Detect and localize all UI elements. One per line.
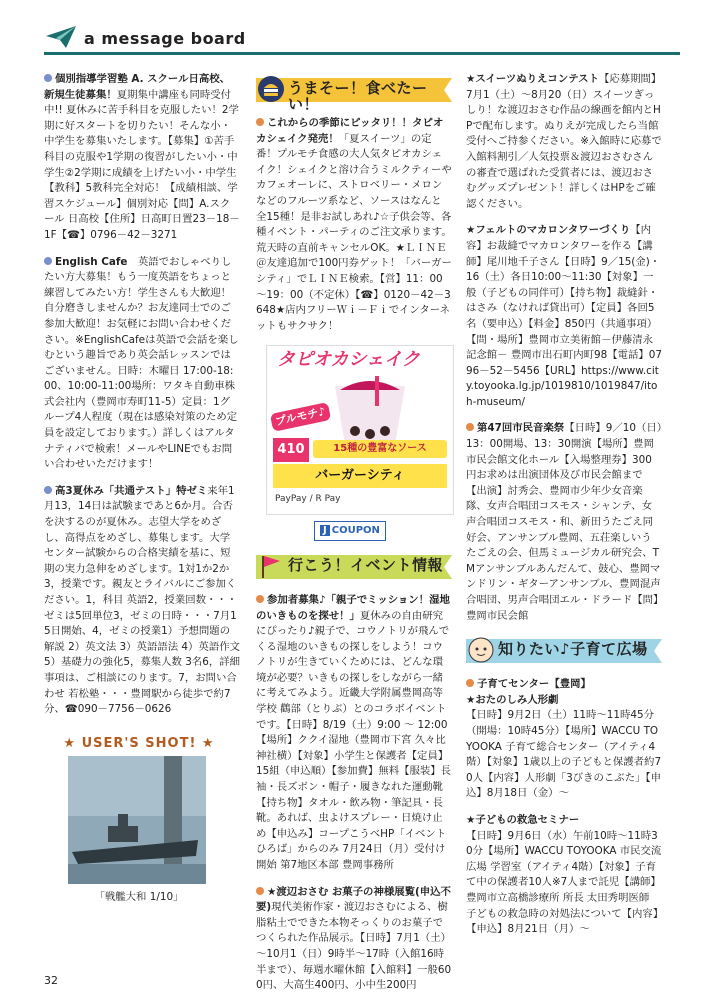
notice-body: 来年1月13，14日は試験まであと6か月。合否を決するのが夏休み。志望大学をめざし、高得点をめざし、募集します。大学センター試験からの合格実績を基に、短期の実力急伸をめざします。1対1か2か3，授業です。親友とライバルにご参加ください。1，科目 英語2，授業回数・・・ゼミは5回単位3，ゼミの日時・・・7月15日開始、4，ゼミの授業1）予想問題の解説 2）英文法 3）英語語法 4）英語作文5）基礎力の強化5，募集人数 3名6，詳細事項は、ご相談にのります。7，お問い合わせ 若松塾・・・豊岡駅から徒歩で約7分、☎090－7756－0626 — [44, 484, 240, 716]
notice-body: 【内容】お裁縫でマカロンタワーを作る【講師】尾川地千子さん【日時】9／15(金)・16（土）各日10:00～11:30【対象】一般（子どもの同伴可）【持ち物】裁縫針・はさみ（なければ貸出可）【定員】各回5名（要申込）【料金】850円（共通事項）【問・場所】豊岡市立美術館－伊藤清永記念館－ 豊岡市出石町内町98【電話】0796－52－5456【URL】https://www.city.toyooka.lg.jp/1019810/1019847/itoh-museum/ — [466, 224, 662, 408]
ad-sauce-label: 15種の豊富なソース — [313, 440, 447, 458]
notice-head: 個別指導学習塾 A. スクール日高校、新規生徒募集！ — [44, 73, 231, 101]
notice-item — [44, 484, 240, 718]
food-banner-label: うまそー！食べたーい！ — [288, 79, 428, 113]
board-title: a message board — [84, 29, 246, 48]
notice-body: 「夏スイーツ」の定番！プルモチ食感の大人気タピオカシェイク！シェイクと溶け合うミルクティーやカフェオーレに、ストロベリー・メロンなどのフルーツ系など、ソースはなんと全15種！是非お試しあれ♪☆子供会等、各種イベント・パーティのご注文承ります。荒天時の直前キャンセルOK。★ＬＩＮＥ＠友達追加で100円券ゲット！「バーガーシティ」でＬＩＮＥ検索。【営】11：00～19：00（不定休）【☎】0120－42－3648★店内フリーＷｉ－Ｆｉでインターネットもサクサク！ — [256, 132, 452, 332]
tapioca-ad — [266, 345, 454, 515]
notice-item — [44, 72, 240, 244]
bullet-icon — [466, 679, 474, 687]
notice-head: English Cafe — [55, 255, 128, 268]
notice-body: 夏期集中講座も同時受付中!! 夏休みに苦手科目を克服したい！2学期に好スタートを切りたい！そんな小・中学生を募集いたします。【募集】①苦手科目の克服や1学期の復習がしたい小・中学生②2学期に成績を上げたい小・中学生【教科】5教科完全対応！【成績相談、学習スケジュール】個別対応【問】A.スクール 日高校【住所】日高町日置23－18－1F【☎】0796－42－3271 — [44, 88, 240, 241]
header — [44, 24, 680, 54]
users-shot-title: ★ USER'S SHOT! ★ — [63, 736, 215, 751]
burger-icon — [258, 76, 284, 102]
notice-subhead: ★子どもの救急セミナー — [466, 813, 580, 826]
notice-item — [256, 116, 452, 334]
notice-body: 英語でおしゃべりしたい方大募集！もう一度英語をちょっと練習してみたい方！学生さんも大歓迎！自分磨きしませんか？お友達同士でのご参加大歓迎！お気軽にお問い合わせください。※EnglishCafeは英語で会話を楽しむという趣旨であり英会話レッスンではございません。日時：木曜日 17:00-18:00、10:00-11:00場所：ワタキ自動車株式会社内（豊岡市寿町11-5）定員：1グループ4人程度（現在は感染対策のため定員を設定しております。）詳しくはアルタナティバで検索！メールやLINEでもお問い合わせいただけます！ — [44, 255, 239, 471]
paper-plane-icon — [44, 24, 78, 50]
page-number: 32 — [44, 974, 58, 987]
baby-face-icon — [468, 637, 494, 663]
notice-head: これからの季節にピッタリ！！タピオカシェイク発売！ — [256, 117, 444, 145]
notice-head: ★渡辺おさむ お菓子の神様展覧(申込不要) — [256, 885, 451, 914]
food-banner — [256, 74, 452, 113]
notice-head: ★スイーツぬりえコンテスト — [466, 73, 599, 85]
kids-banner — [466, 635, 662, 667]
column-middle — [256, 72, 452, 1005]
notice-item — [44, 255, 240, 473]
notice-body: 夏休みの自由研究にぴったり♪親子で、コウノトリが飛んでくる湿地のいきもの探しをしよう！コウノトリが生きていくためには、どんな環境が必要？いきもの探しをしながら一緒に考えてみよう。近畿大学附属豊岡高等学校 鸛部（とりぶ）とのコラボイベントです。【日時】8/19（土）9:00 ～ 12:00【場所】ククイ湿地（豊岡市下宮 久々比神社横）【対象】小学生と保護者【定員】15組（申込順）【参加費】無料【服装】長袖・長ズボン・帽子・履きなれた運動靴【持ち物】タオル・飲み物・筆記具・長靴。あれば、虫よけスプレー・日焼け止め【申込み】コープこうべHP「イベントひろば」からのみ 7月24日（月）受付け開始 第7地区本部 豊岡事務所 — [256, 609, 452, 871]
header-rule — [44, 52, 680, 55]
shake-illustration — [325, 376, 415, 446]
event-banner — [256, 551, 452, 583]
ad-caption: タピオカシェイク — [277, 349, 420, 371]
ad-payment: PayPay / R Pay — [275, 494, 341, 505]
column-right — [466, 72, 662, 949]
users-shot — [60, 736, 218, 924]
bullet-icon — [44, 486, 52, 494]
bullet-icon — [466, 423, 474, 431]
bullet-icon — [256, 887, 264, 895]
notice-item — [256, 885, 452, 994]
bullet-icon — [44, 257, 52, 265]
notice-body: 【日時】9月6日（水）午前10時～11時30分【場所】WACCU TOYOOKA 市民交流広場 学習室（アイティ4階）【対象】子育て中の保護者10人※7人まで託児【講師】豊岡市立高橋診療所 所長 太田秀明医師 子どもの救急時の対処法について【内容】【申込】8月21日（月）～ — [466, 829, 662, 936]
bullet-icon — [44, 74, 52, 82]
kids-banner-label: 知りたい♪子育て広場 — [498, 640, 648, 659]
column-left — [44, 72, 240, 729]
notice-item — [466, 421, 662, 624]
notice-body: 【日時】9月2日（土）11時～11時45分（開場：10時45分）【場所】WACCU TOYOOKA 子育て総合センター（アイティ4階）【対象】1歳以上の子どもと保護者約70人【内容】人形劇「3びきのこぶた」【申込】8月18日（金）～ — [466, 709, 662, 800]
notice-item — [466, 677, 662, 802]
notice-body: 【日時】9／10（日）13：00開場、13：30開演【場所】豊岡市民会館文化ホール【入場整理券】300円お求めは出演団体及び市民会館まで【出演】討秀会、豊岡市少年少女音楽隊、女声合唱団コスモス・シャンテ、女声合唱団コスモス・和、新田うたごえ同好会、アンサンブル豊岡、五荘楽しいうたごえの会、但馬ミュージカル研究会、TMアンサンブルあんだんて、鼓心、豊岡マンドリン・ギターアンサンブル、豊岡混声合唱団、男声合唱団エル・ドラード【問】豊岡市民会館 — [466, 422, 662, 622]
coupon-label: COUPON — [331, 525, 380, 537]
coupon-badge[interactable] — [314, 521, 386, 541]
notice-head: 第47回市民音楽祭 — [477, 422, 565, 435]
ad-price: 410 — [273, 438, 309, 462]
notice-body: 【応募期間】7月1（土）～8月20（日）スイーツぎっしり！な渡辺おさむ作品の線画を館内とHPで配布します。ぬりえが完成したら当館受付へご持参ください。※入館時に応募で入館料割引／人気投票＆渡辺おさむさんの審査で選ばれた受賞者には、渡辺おさむグッズプレゼント！詳しくはHPをご確認ください。 — [466, 73, 662, 210]
notice-item — [466, 223, 662, 410]
notice-head: 子育てセンター【豊岡】 — [477, 678, 591, 691]
flag-icon — [258, 553, 284, 579]
notice-subhead: ★おたのしみ人形劇 — [466, 693, 559, 706]
ad-mochi-label: プルモチ♪ — [270, 402, 331, 431]
notice-body: 現代美術作家・渡辺おさむによる、樹脂粘土でできた本物そっくりのお菓子でつくられた作品展示。【日時】7月1（土）～10月1（日）9時半～17時（入館16時半まで）、毎週水曜休館【入館料】一般600円、大高生400円、小中生200円 — [256, 901, 452, 992]
event-banner-label: 行こう！イベント情報 — [288, 555, 444, 574]
notice-item — [466, 813, 662, 938]
bullet-icon — [256, 118, 264, 126]
battleship-photo — [68, 756, 206, 884]
notice-item — [256, 593, 452, 874]
users-shot-caption: 「戦艦大和 1/10」 — [94, 891, 184, 903]
ad-brand: バーガーシティ — [273, 464, 447, 488]
notice-head: 高3夏休み「共通テスト」特ゼミ — [55, 484, 208, 497]
notice-item — [466, 72, 662, 212]
notice-head: 参加者募集♪「親子でミッション！湿地のいきものを探せ！」 — [256, 593, 450, 622]
coupon-mark: J — [320, 525, 330, 536]
notice-head: ★フェルトのマカロンタワーづくり — [466, 224, 631, 237]
bullet-icon — [256, 595, 264, 603]
